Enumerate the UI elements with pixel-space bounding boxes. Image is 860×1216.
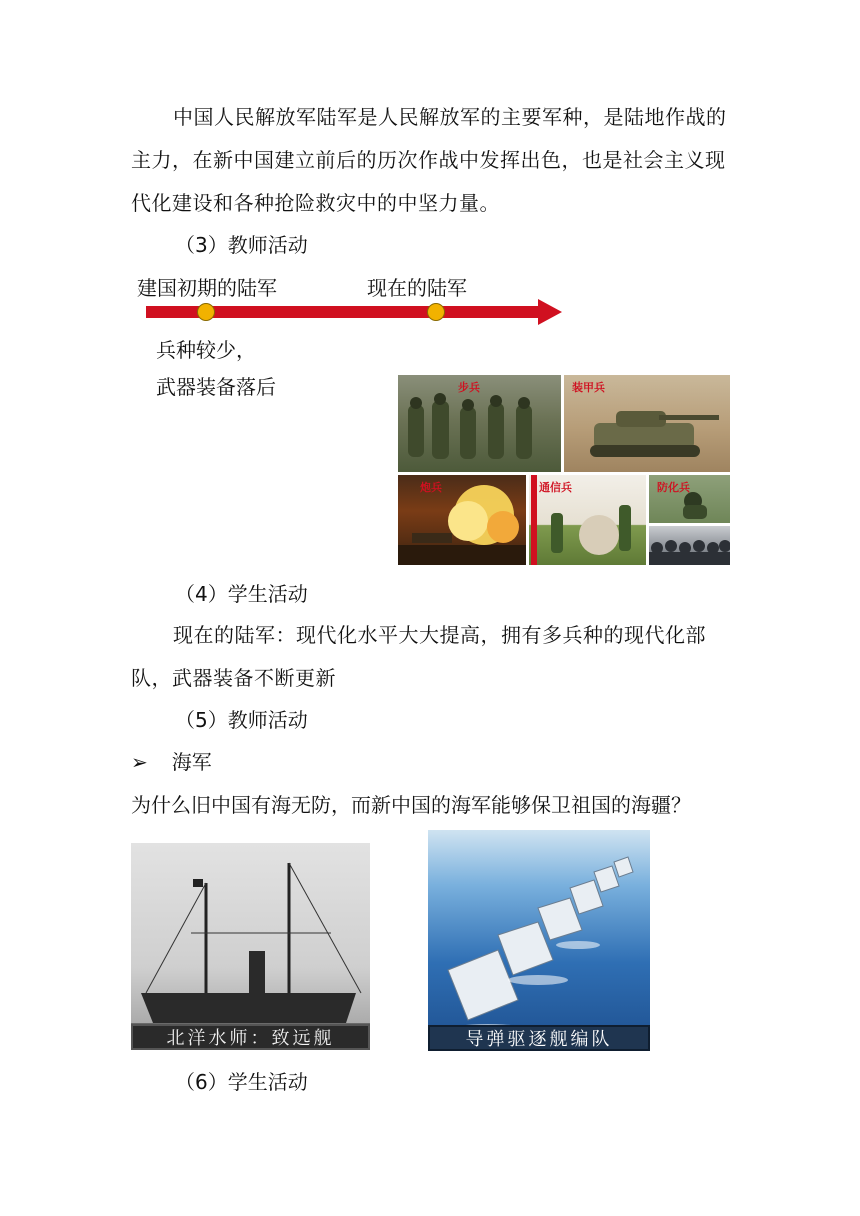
army-branches-collage xyxy=(398,375,730,565)
step-6-student-activity: （6）学生活动 xyxy=(175,1070,308,1094)
step-4-student-activity: （4）学生活动 xyxy=(175,582,308,606)
timeline-arrow-head xyxy=(538,299,562,325)
paragraph-army-now: 现在的陆军：现代化水平大大提高，拥有多兵种的现代化部队，武器装备不断更新 xyxy=(131,623,706,690)
step-3-teacher-activity: （3）教师活动 xyxy=(175,233,308,257)
timeline-label-early: 建国初期的陆军 xyxy=(137,276,277,300)
paragraph-army-intro: 中国人民解放军陆军是人民解放军的主要军种，是陆地作战的主力，在新中国建立前后的历次作战中发挥出色，也是社会主义现代化建设和各种抢险救灾中的中坚力量。 xyxy=(131,105,727,215)
signal-photo xyxy=(529,475,646,565)
timeline-label-now: 现在的陆军 xyxy=(367,276,467,300)
armored-label: 装甲兵 xyxy=(572,381,605,394)
infantry-label: 步兵 xyxy=(458,381,480,394)
destroyer-caption: 导弹驱逐舰编队 xyxy=(428,1025,650,1051)
zhiyuan-warship-photo xyxy=(131,843,370,1050)
timeline-dot-now xyxy=(427,303,445,321)
timeline-desc-line1: 兵种较少， xyxy=(156,338,256,362)
troops-formation-photo xyxy=(649,526,730,565)
chemical-label: 防化兵 xyxy=(657,481,690,494)
timeline-desc-line2: 武器装备落后 xyxy=(156,375,276,399)
timeline-dot-early xyxy=(197,303,215,321)
infantry-photo xyxy=(398,375,561,472)
armored-photo xyxy=(564,375,730,472)
navy-heading xyxy=(131,750,212,774)
destroyer-formation-photo xyxy=(428,830,650,1051)
zhiyuan-caption: 北洋水师：致远舰 xyxy=(131,1024,370,1050)
chemical-photo xyxy=(649,475,730,523)
navy-heading-text: 海军 xyxy=(171,750,212,774)
navy-question: 为什么旧中国有海无防，而新中国的海军能够保卫祖国的海疆？ xyxy=(131,793,691,817)
artillery-label: 炮兵 xyxy=(420,481,442,494)
step-5-teacher-activity: （5）教师活动 xyxy=(175,708,308,732)
signal-label: 通信兵 xyxy=(539,481,572,494)
artillery-photo xyxy=(398,475,526,565)
arrow-bullet-icon: ➢ xyxy=(131,750,148,774)
